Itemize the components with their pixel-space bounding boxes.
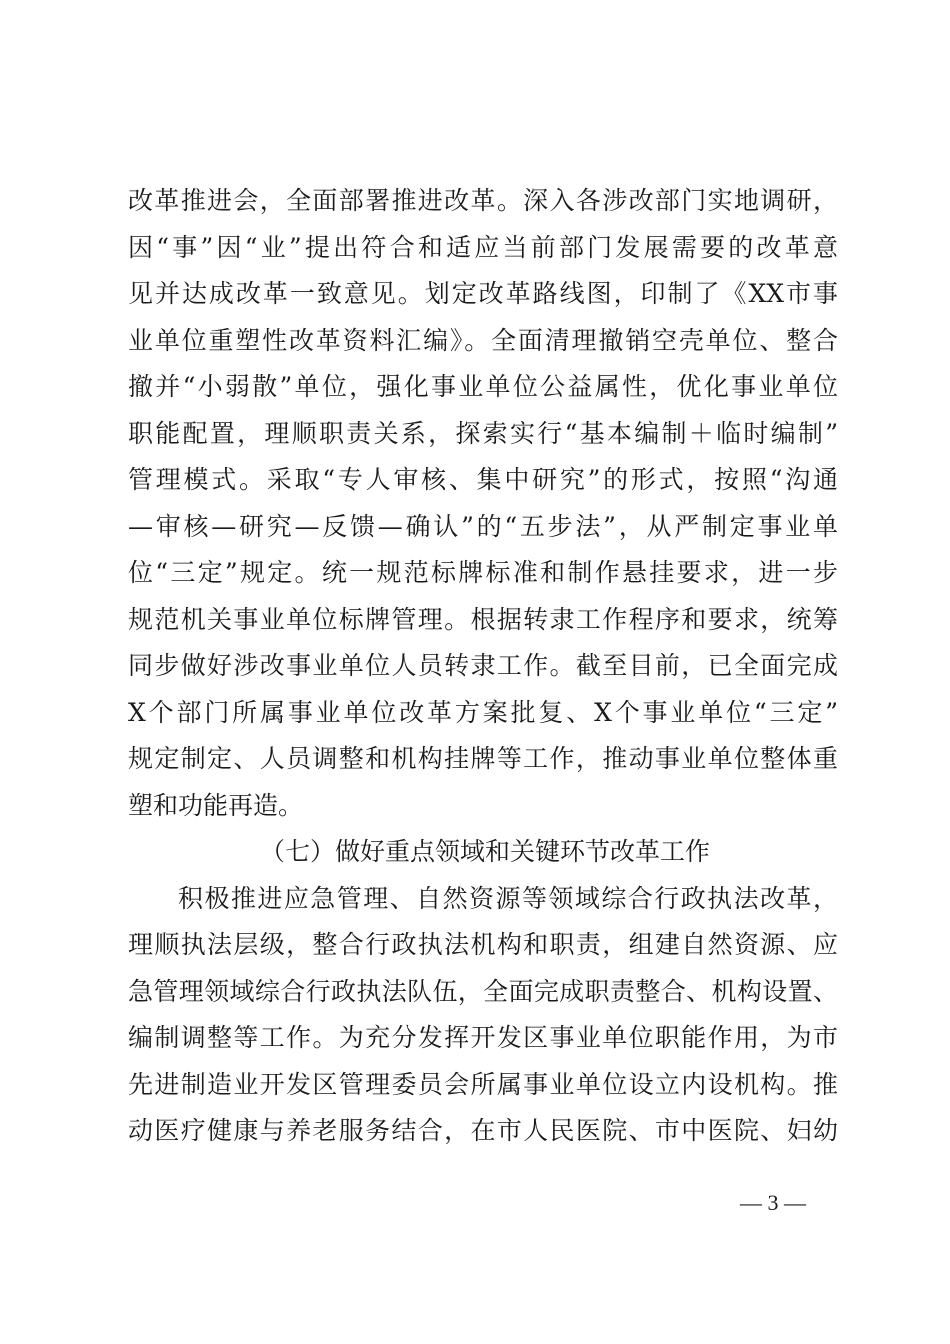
paragraph-line: 先进制造业开发区管理委员会所属事业单位设立内设机构。推 (128, 1069, 838, 1099)
document-body (128, 178, 838, 1155)
paragraph-line: 规范机关事业单位标牌管理。根据转隶工作程序和要求，统筹 (128, 604, 838, 634)
paragraph-line: 见并达成改革一致意见。划定改革路线图，印制了《XX市事 (128, 279, 838, 308)
paragraph-line: 同步做好涉改事业单位人员转隶工作。截至目前，已全面完成 (128, 651, 838, 680)
paragraph-line: 理顺执法层级，整合行政执法机构和职责，组建自然资源、应 (128, 930, 838, 959)
paragraph-line: 规定制定、人员调整和机构挂牌等工作，推动事业单位整体重 (128, 744, 838, 773)
paragraph-line: X个部门所属事业单位改革方案批复、X个事业单位“三定” (128, 697, 838, 727)
paragraph-line: 位“三定”规定。统一规范标牌标准和制作悬挂要求，进一步 (128, 558, 838, 587)
paragraph-line: 积极推进应急管理、自然资源等领域综合行政执法改革， (178, 883, 838, 913)
paragraph-line: 动医疗健康与养老服务结合，在市人民医院、市中医院、妇幼 (128, 1116, 838, 1145)
paragraph-line: 因“事”因“业”提出符合和适应当前部门发展需要的改革意 (128, 232, 838, 262)
paragraph-line: 业单位重塑性改革资料汇编》。全面清理撤销空壳单位、整合 (128, 325, 838, 355)
paragraph-line: 急管理领域综合行政执法队伍，全面完成职责整合、机构设置、 (128, 976, 838, 1006)
paragraph-line: 职能配置，理顺职责关系，探索实行“基本编制＋临时编制” (128, 418, 838, 448)
paragraph-line: 管理模式。采取“专人审核、集中研究”的形式，按照“沟通 (128, 465, 838, 494)
paragraph-line: 撤并“小弱散”单位，强化事业单位公益属性，优化事业单位 (128, 372, 838, 401)
paragraph-line: 改革推进会，全面部署推进改革。深入各涉改部门实地调研， (128, 186, 838, 215)
page-number: — 3 — (740, 1190, 806, 1215)
paragraph-line: 塑和功能再造。 (128, 790, 304, 820)
paragraph-line: 编制调整等工作。为充分发挥开发区事业单位职能作用，为市 (128, 1023, 838, 1052)
paragraph-line: —审核—研究—反馈—确认”的“五步法”，从严制定事业单 (128, 511, 838, 541)
section-heading: （七）做好重点领域和关键环节改革工作 (260, 837, 711, 866)
